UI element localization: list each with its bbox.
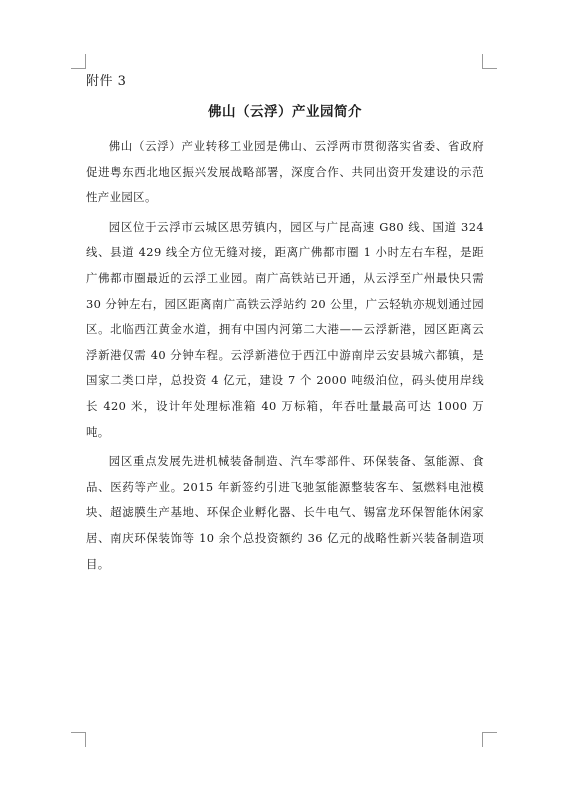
crop-mark-bottom-right — [482, 732, 497, 747]
paragraph-industries: 园区重点发展先进机械装备制造、汽车零部件、环保装备、氢能源、食品、医药等产业。2015 年新签约引进飞驰氢能源整装客车、氢燃料电池模块、超滤膜生产基地、环保企业孵化器、长牛电气、锡富龙环保智能休闲家居、南庆环保装饰等 10 余个总投资额约 36 亿元的战略性新兴装备制造项目。 — [86, 454, 484, 571]
attachment-label: 附件 3 — [86, 74, 127, 89]
crop-mark-top-left — [71, 54, 86, 69]
crop-mark-bottom-left — [71, 732, 86, 747]
document-title: 佛山（云浮）产业园简介 — [208, 104, 362, 120]
paragraph-location: 园区位于云浮市云城区思劳镇内，园区与广昆高速 G80 线、国道 324 线、县道 429 线全方位无缝对接，距离广佛都市圈 1 小时左右车程，是距广佛都市圈最近的云浮工业园。南广高铁站已开通，从云浮至广州最快只需 30 分钟左右，园区距离南广高铁云浮站约 20 公里，广云轻轨亦规划通过园区。北临西江黄金水道，拥有中国内河第二大港——云浮新港，园区距离云浮新港仅需 40 分钟车程。云浮新港位于西江中游南岸云安县城六都镇，是国家二类口岸，总投资 4 亿元，建设 7 个 2000 吨级泊位，码头使用岸线长 420 米，设计年处理标准箱 40 万标箱，年吞吐量最高可达 1000 万吨。 — [86, 219, 484, 439]
crop-mark-top-right — [482, 54, 497, 69]
document-body — [86, 72, 484, 581]
paragraph-intro: 佛山（云浮）产业转移工业园是佛山、云浮两市贯彻落实省委、省政府促进粤东西北地区振兴发展战略部署，深度合作、共同出资开发建设的示范性产业园区。 — [86, 139, 484, 205]
